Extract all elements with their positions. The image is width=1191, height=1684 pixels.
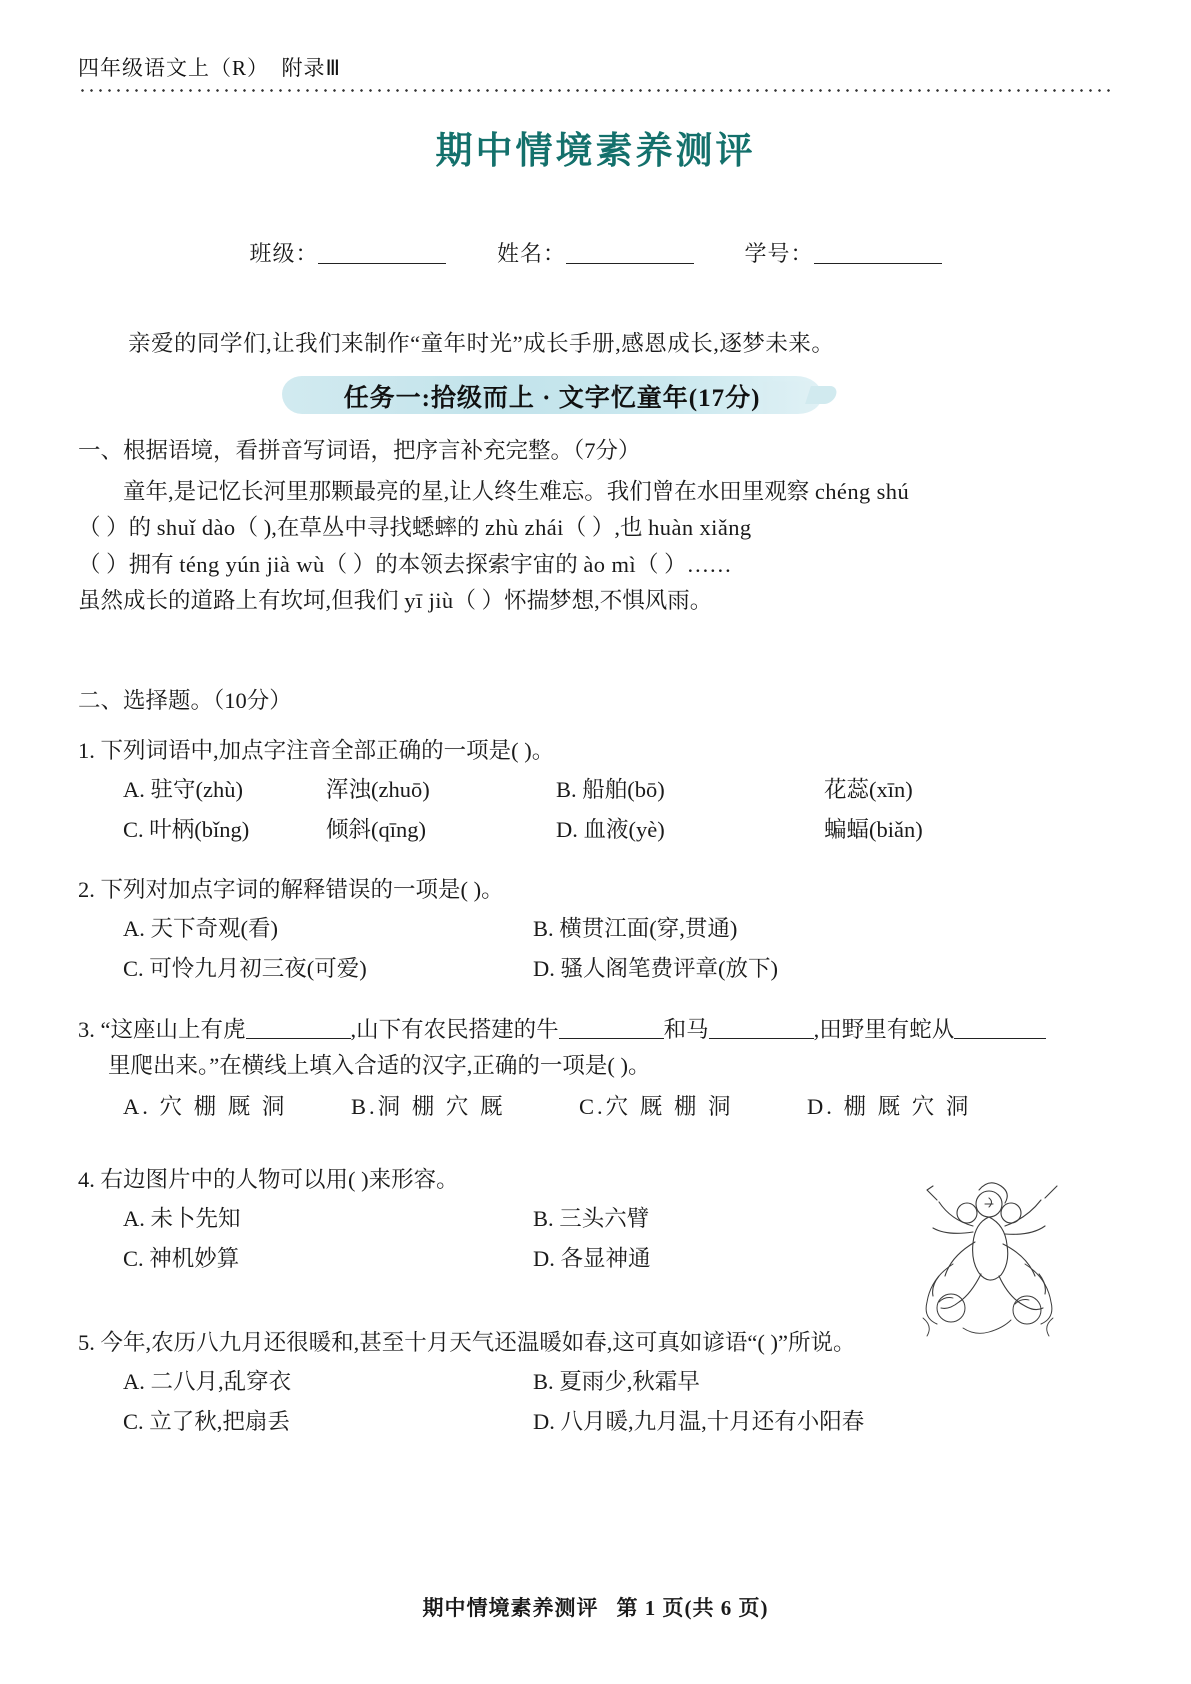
question-3 [78, 1012, 1113, 1125]
option-4a[interactable]: A. 未卜先知 [123, 1206, 241, 1232]
pinyin-shuidao: shuǐ dào [156, 515, 236, 541]
question-3-number: 3. [78, 1017, 95, 1042]
question-2 [78, 872, 1113, 987]
question-5-options-row-1 [78, 1364, 1113, 1400]
question-1-options-row-1 [78, 772, 1113, 808]
number-field [745, 237, 942, 268]
option-1c2[interactable]: 倾斜(qīng) [326, 816, 426, 842]
pinyin-line-1 [78, 474, 1113, 510]
question-2-number: 2. [78, 877, 95, 902]
pinyin-yijiu: yī jiù [404, 588, 454, 614]
question-3-blank-1[interactable] [246, 1020, 351, 1039]
class-label: 班级： [249, 241, 319, 266]
question-2-options-row-2 [78, 951, 1113, 987]
pinyin-line-3 [78, 547, 1113, 583]
option-1d2[interactable]: 蝙蝠(biǎn) [824, 816, 923, 842]
question-5-stem-text: 今年,农历八九月还很暖和,甚至十月天气还温暖如春,这可真如谚语“( )”所说。 [100, 1330, 856, 1355]
question-5-stem [78, 1325, 1113, 1361]
option-4c[interactable]: C. 神机妙算 [123, 1245, 240, 1271]
question-3-stem-line-2: 里爬出来。”在横线上填入合适的汉字,正确的一项是( )。 [108, 1053, 651, 1079]
question-3-blank-2[interactable] [559, 1020, 664, 1039]
question-1 [78, 733, 1113, 848]
question-2-stem [78, 872, 1113, 908]
class-field [249, 237, 446, 268]
option-2c[interactable]: C. 可怜九月初三夜(可爱) [123, 955, 367, 981]
pinyin-tengyunjiawu: téng yún jià wù [179, 551, 325, 577]
pinyin-line-4-a: 虽然成长的道路上有坎坷,但我们 [78, 588, 405, 614]
option-5a[interactable]: A. 二八月,乱穿衣 [123, 1369, 292, 1395]
pinyin-chengshu: chéng shú [814, 479, 910, 504]
pinyin-line-2-b: （ ),在草丛中寻找蟋蟀的 [235, 515, 485, 541]
question-3-stem-b: ,山下有农民搭建的牛 [350, 1017, 559, 1042]
question-3-stem-d: ,田野里有蛇从 [813, 1017, 955, 1042]
question-3-stem-c: 和马 [663, 1017, 709, 1042]
question-5-number: 5. [78, 1330, 95, 1355]
pinyin-line-2-a: （ ）的 [78, 515, 157, 541]
question-1-number: 1. [78, 738, 95, 763]
option-1b2[interactable]: 花蕊(xīn) [824, 777, 913, 803]
name-field [497, 237, 694, 268]
pinyin-line-2-c: （ ）,也 [563, 515, 649, 541]
pinyin-line-3-a: （ ）拥有 [78, 551, 180, 577]
question-3-blank-4[interactable] [954, 1020, 1046, 1039]
option-1d[interactable]: D. 血液(yè) [556, 816, 665, 842]
question-4-stem-text: 右边图片中的人物可以用( )来形容。 [100, 1167, 459, 1192]
option-2b[interactable]: B. 横贯江面(穿,贯通) [533, 916, 738, 942]
intro-paragraph: 亲爱的同学们,让我们来制作“童年时光”成长手册,感恩成长,逐梦未来。 [128, 331, 835, 356]
option-1a2[interactable]: 浑浊(zhuō) [326, 777, 430, 803]
pinyin-huanxiang: huàn xiǎng [648, 515, 752, 541]
task-one-title: 任务一:拾级而上 · 文字忆童年(17分) [343, 385, 761, 412]
pinyin-line-3-b: （ ）的本领去探索宇宙的 [324, 551, 584, 577]
option-5c[interactable]: C. 立了秋,把扇丢 [123, 1408, 290, 1434]
pinyin-line-4-b: （ ）怀揣梦想,不惧风雨。 [453, 588, 713, 614]
option-2a[interactable]: A. 天下奇观(看) [123, 916, 278, 942]
question-1-stem [78, 733, 1113, 769]
option-3b[interactable]: B.洞 棚 穴 厩 [351, 1093, 506, 1119]
footer-page-number: 第 1 页(共 6 页) [616, 1596, 769, 1620]
question-4-number: 4. [78, 1167, 95, 1192]
section-one-body [78, 474, 1113, 620]
three-headed-figure-illustration [893, 1168, 1083, 1348]
question-3-options [78, 1089, 1113, 1125]
option-2d[interactable]: D. 骚人阁笔费评章(放下) [533, 955, 778, 981]
pinyin-line-4 [78, 583, 1113, 619]
question-3-blank-3[interactable] [709, 1020, 814, 1039]
pinyin-zhuzhai: zhù zhái [484, 515, 564, 541]
question-2-stem-text: 下列对加点字词的解释错误的一项是( )。 [100, 877, 504, 902]
option-1c[interactable]: C. 叶柄(bǐng) [123, 816, 250, 842]
task-one-banner [282, 370, 822, 414]
footer-exam-name: 期中情境素养测评 [422, 1596, 599, 1620]
question-5 [78, 1325, 1113, 1440]
option-1a[interactable]: A. 驻守(zhù) [123, 777, 243, 803]
page-title: 期中情境素养测评 [435, 131, 756, 172]
running-head-text: 四年级语文上（R） 附录Ⅲ [78, 56, 341, 80]
number-blank[interactable] [814, 243, 942, 264]
question-1-options-row-2 [78, 812, 1113, 848]
option-4d[interactable]: D. 各显神通 [533, 1245, 651, 1271]
question-5-options-row-2 [78, 1404, 1113, 1440]
pinyin-line-3-c: （ ）…… [636, 551, 732, 577]
name-label: 姓名： [496, 241, 566, 266]
option-3c[interactable]: C.穴 厩 棚 洞 [579, 1093, 734, 1119]
pinyin-aomi: ào mì [583, 551, 637, 577]
option-3d[interactable]: D. 棚 厩 穴 洞 [807, 1093, 972, 1119]
number-label: 学号： [744, 241, 814, 266]
pinyin-line-1-text: 童年,是记忆长河里那颗最亮的星,让人终生难忘。我们曾在水田里观察 [123, 479, 815, 504]
option-3a[interactable]: A. 穴 棚 厩 洞 [123, 1093, 288, 1119]
question-3-stem-a: “这座山上有虎 [100, 1017, 246, 1042]
page-footer [0, 1592, 1191, 1622]
option-4b[interactable]: B. 三头六臂 [533, 1206, 650, 1232]
section-one-heading: 一、根据语境，看拼音写词语，把序言补充完整。（7分） [78, 438, 641, 463]
question-3-stem-line-1 [78, 1012, 1113, 1048]
running-head [78, 52, 1113, 92]
section-two-heading: 二、选择题。（10分） [78, 688, 292, 713]
header-dotted-rule [78, 89, 1113, 92]
option-1b[interactable]: B. 船舶(bō) [556, 777, 665, 803]
question-1-stem-text: 下列词语中,加点字注音全部正确的一项是( )。 [100, 738, 555, 763]
pinyin-line-2 [78, 510, 1113, 546]
name-blank[interactable] [566, 243, 694, 264]
option-5d[interactable]: D. 八月暖,九月温,十月还有小阳春 [533, 1408, 865, 1434]
student-info-line [0, 237, 1191, 268]
question-2-options-row-1 [78, 911, 1113, 947]
option-5b[interactable]: B. 夏雨少,秋霜早 [533, 1369, 700, 1395]
class-blank[interactable] [318, 243, 446, 264]
